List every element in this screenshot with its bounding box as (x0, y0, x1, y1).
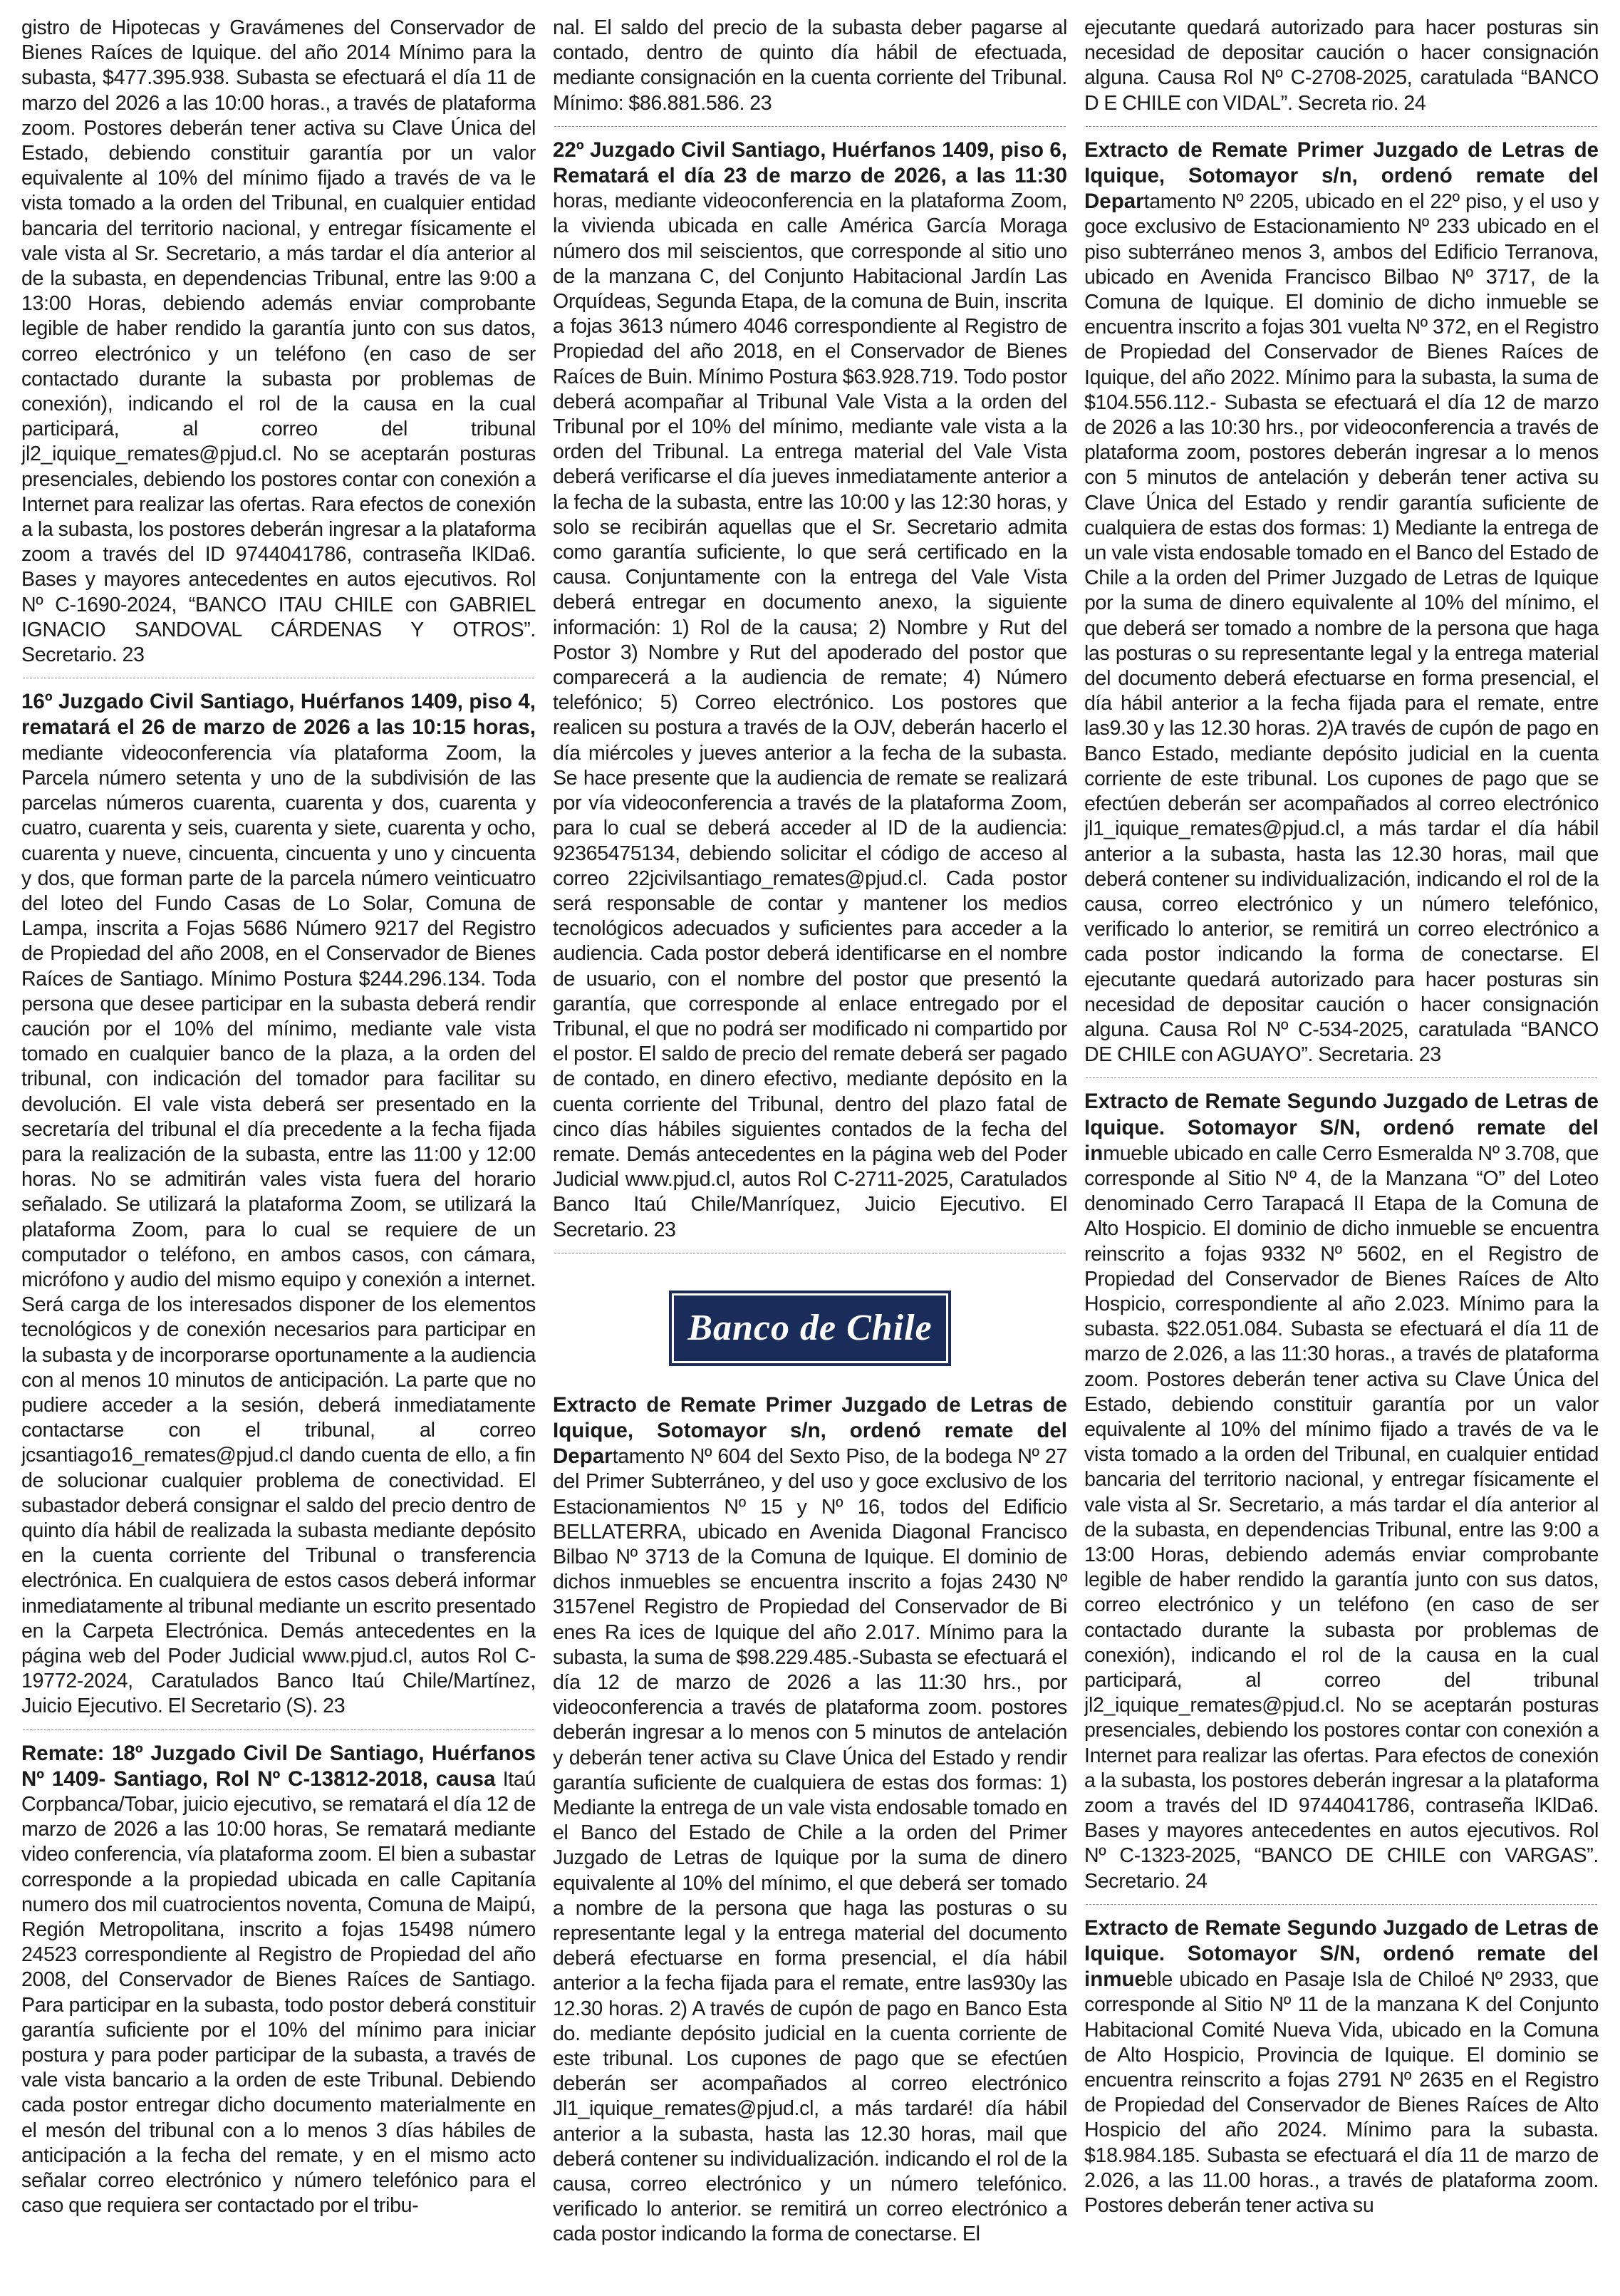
notice: nal. El saldo del precio de la subasta deber pagarse al contado, dentro de quinto día hábil de efectuada, mediante consignación en la cuenta corriente del Tribunal. Mínimo: $86.881.586. 23 (553, 16, 1067, 115)
notice-heading: Extracto de Remate Segundo Juzgado de Letras de Iquique. Sotomayor S/N, ordenó remate del inmue (1084, 1915, 1599, 1992)
notice-heading: 22º Juzgado Civil Santiago, Huérfanos 1409, piso 6, Rematará el día 23 de marzo de 2026, a las 11:30 (553, 138, 1067, 188)
column-3 (1084, 16, 1599, 2289)
notice: Extracto de Remate Primer Juzgado de Letras de Iquique, Sotomayor s/n, ordenó remate del Departamento Nº 2205, ubicado en el 22º piso, y el uso y goce exclusivo de Estacionamiento Nº 233 ubicado en el piso subterráneo menos 3, ambos del Edificio Terranova, ubicado en Avenida Francisco Bilbao Nº 3717, de la Comuna de Iquique. El dominio de dicho inmueble se encuentra inscrito a fojas 301 vuelta Nº 372, en el Registro de Propiedad del Conservador de Bienes Raíces de Iquique, del año 2022. Mínimo para la subasta, la suma de $104.556.112.- Subasta se efectuará el día 12 de marzo de 2026 a las 10:30 hrs., por videoconferencia a través de plataforma zoom, postores deberán ingresar a lo menos con 5 minutos de antelación y deberán tener activa su Clave Única del Estado y rendir garantía suficiente de cualquiera de estas dos formas: 1) Mediante la entrega de un vale vista endosable tomado en el Banco del Estado de Chile a la orden del Primer Juzgado de Letras de Iquique por la suma de dinero equivalente al 10% del mínimo, el que deberá ser tomado a nombre de la persona que haga las posturas o su representante legal y la entrega material del documento deberá efectuarse en forma presencial, el día hábil anterior a la fecha fijada para el remate, entre las9.30 y las 12.30 horas. 2)A través de cupón de pago en Banco Estado, mediante depósito judicial en la cuenta corriente de este tribunal. Los cupones de pago que se efectúen deberán ser acompañados al correo electrónico jl1_iquique_remates@pjud.cl, a más tardar el día hábil anterior a la subasta, hasta las 12.30 horas, mail que deberá contener su individualización, indicando el rol de la causa, correo electrónico y un número telefónico, verificado lo anterior, se remitirá un correo electrónico a cada postor indicando la forma de conectarse. El ejecutante quedará autorizado para hacer posturas sin necesidad de depositar caución o hacer consignación alguna. Causa Rol Nº C-534-2025, caratulada “BANCO DE CHILE con AGUAYO”. Secretaria. 23 (1084, 138, 1599, 1067)
notice: Extracto de Remate Segundo Juzgado de Letras de Iquique. Sotomayor S/N, ordenó remate del inmueble ubicado en Pasaje Isla de Chiloé Nº 2933, que corresponde al Sitio Nº 11 de la manzana K del Conjunto Habitacional Comité Nueva Vida, ubicado en la Comuna de Alto Hospicio, Provincia de Iquique. El dominio se encuentra reinscrito a fojas 2791 Nº 2635 en el Registro de Propiedad del Conservador de Bienes Raíces de Alto Hospicio del año 2024. Mínimo para la subasta. $18.984.185. Subasta se efectuará el día 11 de marzo de 2.026, a las 11.00 horas., a través de plataforma zoom. Postores deberán tener activa su (1084, 1915, 1599, 2218)
column-1 (21, 16, 536, 2289)
notice: gistro de Hipotecas y Gravámenes del Conservador de Bienes Raíces de Iquique. del año 2014 Mínimo para la subasta, $477.395.938. Subasta se efectuará el día 11 de marzo del 2026 a las 10:00 horas., a través de plataforma zoom. Postores deberán tener activa su Clave Única del Estado, debiendo constituir garantía por un valor equivalente al 10% del mínimo fijado a través de va le vista tomado a la orden del Tribunal, en cualquier entidad bancaria del territorio nacional, y entregar físicamente el vale vista al Sr. Secretario, a más tardar el día anterior al de la subasta, en dependencias Tribunal, entre las 9:00 a 13:00 Horas, debiendo además enviar comprobante legible de haber rendido la garantía junto con sus datos, correo electrónico y un teléfono (en caso de ser contactado durante la subasta por problemas de conexión), indicando el rol de la causa en la cual participará, al correo del tribunal jl2_iquique_remates@pjud.cl. No se aceptarán posturas presenciales, debiendo los postores contar con conexión a Internet para realizar las ofertas. Rara efectos de conexión a la subasta, los postores deberán ingresar a la plataforma zoom a través del ID 9744041786, contraseña lKlDa6. Bases y mayores antecedentes en autos ejecutivos. Rol Nº C-1690-2024, “BANCO ITAU CHILE con GABRIEL IGNACIO SANDOVAL CÁRDENAS Y OTROS”. Secretario. 23 (21, 16, 536, 667)
notice-heading: Extracto de Remate Primer Juzgado de Letras de Iquique, Sotomayor s/n, ordenó remate del Depar (1084, 138, 1599, 214)
separator (21, 668, 536, 689)
notice: 16º Juzgado Civil Santiago, Huérfanos 1409, piso 4, rematará el 26 de marzo de 2026 a las 10:15 horas, mediante videoconferencia vía plataforma Zoom, la Parcela número setenta y uno de la subdivisión de las parcelas números cuarenta, cuarenta y dos, cuarenta y cuatro, cuarenta y seis, cuarenta y siete, cuarenta y ocho, cuarenta y nueve, cincuenta, cincuenta y uno y cincuenta y dos, que forman parte de la parcela número veinticuatro del loteo del Fundo Casas de Lo Solar, Comuna de Lampa, inscrita a Fojas 5686 Número 9217 del Registro de Propiedad del año 2008, en el Conservador de Bienes Raíces de Santiago. Mínimo Postura $244.296.134. Toda persona que desee participar en la subasta deberá rendir caución por el 10% del mínimo, mediante vale vista tomado en cualquier banco de la plaza, a la orden del tribunal, con indicación del tomador para facilitar su devolución. El vale vista deberá ser presentado en la secretaría del tribunal el día precedente a la fecha fijada para la realización de la subasta, entre las 11:00 y 12:00 horas. No se admitirán vales vista fuera del horario señalado. Se utilizará la plataforma Zoom, se utilizará la plataforma Zoom, para lo cual se requiere de un computador o teléfono, en ambos casos, con cámara, micrófono y audio del mismo equipo y conexión a internet. Será carga de los interesados disponer de los elementos tecnológicos y de conexión necesarios para participar en la subasta y de incorporarse oportunamente a la audiencia con al menos 10 minutos de anticipación. La parte que no pudiere acceder a la sesión, deberá inmediatamente contactarse con el tribunal, al correo jcsantiago16_remates@pjud.cl dando cuenta de ello, a fin de solucionar cualquier problema de conectividad. El subastador deberá consignar el saldo del precio dentro de quinto día hábil de realizada la subasta mediante depósito en la cuenta corriente del Tribunal o transferencia electrónica. En cualquiera de estos casos deberá informar inmediatamente al tribunal mediante un escrito presentado en la Carpeta Electrónica. Demás antecedentes en la página web del Poder Judicial www.pjud.cl, autos Rol C-19772-2024, Caratulados Banco Itaú Chile/Martínez, Juicio Ejecutivo. El Secretario (S). 23 (21, 690, 536, 1718)
separator (1084, 116, 1599, 138)
notice-heading: Remate: 18º Juzgado Civil De Santiago, Huérfanos Nº 1409- Santiago, Rol Nº C-13812-2018, causa (21, 1741, 536, 1791)
notice: 22º Juzgado Civil Santiago, Huérfanos 1409, piso 6, Rematará el día 23 de marzo de 2026, a las 11:30 horas, mediante videoconferencia en la plataforma Zoom, la vivienda ubicada en calle América García Moraga número dos mil seiscientos, que corresponde al sitio uno de la manzana C, del Conjunto Habitacional Jardín Las Orquídeas, Segunda Etapa, de la comuna de Buin, inscrita a fojas 3613 número 4046 correspondiente al Registro de Propiedad del año 2018, en el Conservador de Bienes Raíces de Buin. Mínimo Postura $63.928.719. Todo postor deberá acompañar al Tribunal Vale Vista a la orden del Tribunal por el 10% del mínimo, mediante vale vista a la orden del Tribunal. La entrega material del Vale Vista deberá verificarse el día jueves inmediatamente anterior a la fecha de la subasta, entre las 10:00 y las 12:30 horas, y solo se recibirán aquellas que el Sr. Secretario admita como garantía suficiente, lo que será certificado en la causa. Conjuntamente con la entrega del Vale Vista deberá entregar en documento anexo, la siguiente información: 1) Rol de la causa; 2) Nombre y Rut del Postor 3) Nombre y Rut del apoderado del postor que comparecerá a la audiencia de remate; 4) Número telefónico; 5) Correo electrónico. Los postores que realicen su postura a través de la OJV, deberán hacerlo el día miércoles y jueves anterior a la fecha de la subasta. Se hace presente que la audiencia de remate se realizará por vía videoconferencia a través de la plataforma Zoom, para lo cual se deberá acceder al ID de la audiencia: 92365475134, debiendo solicitar el código de acceso al correo 22jcivilsantiago_remates@pjud.cl. Cada postor será responsable de contar y mantener los medios tecnológicos adecuados y suficientes para acceder a la audiencia. Cada postor deberá identificarse en el nombre de usuario, con el nombre del postor que presentó la garantía, que corresponde al enlace entregado por el Tribunal, el que no podrá ser modificado ni compartido por el postor. El saldo de precio del remate deberá ser pagado de contado, en dinero efectivo, mediante depósito en la cuenta corriente del Tribunal, dentro del plazo fatal de cinco días hábiles siguientes contados de la fecha del remate. Demás antecedentes en la página web del Poder Judicial www.pjud.cl, autos Rol C-2711-2025, Caratulados Banco Itaú Chile/Manríquez, Juicio Ejecutivo. El Secretario. 23 (553, 138, 1067, 1241)
separator (21, 1720, 536, 1741)
notice: Extracto de Remate Segundo Juzgado de Letras de Iquique. Sotomayor S/N, ordenó remate del inmueble ubicado en calle Cerro Esmeralda Nº 3.708, que corresponde al Sitio Nº 4, de la Manzana “O” del Loteo denominado Cerro Tarapacá II Etapa de la Comuna de Alto Hospicio. El dominio de dicho inmueble se encuentra reinscrito a fojas 9332 Nº 5602, en el Registro de Propiedad del Conservador de Bienes Raíces de Alto Hospicio, correspondiente al año 2.023. Mínimo para la subasta. $22.051.084. Subasta se efectuará el día 11 de marzo de 2.026, a las 11:30 horas., a través de plataforma zoom. Postores deberán tener activa su Clave Única del Estado, debiendo constituir garantía por un valor equivalente al 10% del mínimo fijado a través de va le vista tomado a la orden del Tribunal, en cualquier entidad bancaria del territorio nacional, y entregar físicamente el vale vista al Sr. Secretario, a más tardar el día anterior al de la subasta, en dependencias Tribunal, entre las 9:00 a 13:00 Horas, debiendo además enviar comprobante legible de haber rendido la garantía junto con sus datos, correo electrónico y un teléfono (en caso de ser contactado durante la subasta por problemas de conexión), indicando el rol de la causa en la cual participará, al correo del tribunal jl2_iquique_remates@pjud.cl. No se aceptarán posturas presenciales, debiendo los postores contar con conexión a Internet para realizar las ofertas. Para efectos de conexión a la subasta, los postores deberán ingresar a la plataforma zoom a través del ID 9744041786, contraseña lKlDa6. Bases y mayores antecedentes en autos ejecutivos. Rol Nº C-1323-2025, “BANCO DE CHILE con VARGAS”. Secretario. 24 (1084, 1090, 1599, 1893)
separator (553, 1243, 1067, 1264)
separator (1084, 1067, 1599, 1089)
notice: Extracto de Remate Primer Juzgado de Letras de Iquique, Sotomayor s/n, ordenó remate del Departamento Nº 604 del Sexto Piso, de la bodega Nº 27 del Primer Subterráneo, y del uso y goce exclusivo de los Estacionamientos Nº 15 y Nº 16, todos del Edificio BELLATERRA, ubicado en Avenida Diagonal Francisco Bilbao Nº 3713 de la Comuna de Iquique. El dominio de dichos inmuebles se encuentra inscrito a fojas 2430 Nº 3157enel Registro de Propiedad del Conservador de Bi enes Ra ices de Iquique del año 2.017. Mínimo para la subasta, la suma de $98.229.485.-Subasta se efectuará el día 12 de marzo de 2026 a las 11:30 hrs., por videoconferencia a través de plataforma zoom. postores deberán ingresar a lo menos con 5 minutos de antelación y deberán tener activa su Clave Única del Estado y rendir garantía suficiente de cualquiera de estas dos formas: 1) Mediante la entrega de un vale vista endosable tomado en el Banco del Estado de Chile a la orden del Primer Juzgado de Letras de Iquique por la suma de dinero equivalente al 10% del mínimo, el que deberá ser tomado a nombre de la persona que haga las posturas o su representante legal y la entrega material del documento deberá efectuarse en forma presencial, el día hábil anterior a la fecha fijada para el remate, entre las930y las 12.30 horas. 2) A través de cupón de pago en Banco Esta do. mediante depósito judicial en la cuenta corriente de este tribunal. Los cupones de pago que se efectúen deberán ser acompañados al correo electrónico Jl1_iquique_remates@pjud.cl, a más tardaré! día hábil anterior a la subasta, hasta las 12.30 horas, mail que deberá contener su individualización. indicando el rol de la causa, correo electrónico y un número telefónico. verificado lo anterior. se remitirá un correo electrónico a cada postor indicando la forma de conectarse. El (553, 1392, 1067, 2246)
advertiser-logo-area (553, 1264, 1067, 1392)
separator (1084, 1894, 1599, 1915)
notice-heading: 16º Juzgado Civil Santiago, Huérfanos 1409, piso 4, rematará el 26 de marzo de 2026 a las 10:15 horas, (21, 690, 536, 740)
logo-text: Banco de Chile (687, 1308, 933, 1349)
notice: ejecutante quedará autorizado para hacer posturas sin necesidad de depositar caución o hacer consignación alguna. Causa Rol Nº C-2708-2025, caratulada “BANCO D E CHILE con VIDAL”. Secreta rio. 24 (1084, 16, 1599, 115)
notice: Remate: 18º Juzgado Civil De Santiago, Huérfanos Nº 1409- Santiago, Rol Nº C-13812-2018, causa Itaú Corpbanca/Tobar, juicio ejecutivo, se rematará el día 12 de marzo de 2026 a las 10:00 horas, Se rematará mediante video conferencia, vía plataforma zoom. El bien a subastar corresponde a la propiedad ubicada en calle Capitanía numero dos mil cuatrocientos noventa, Comuna de Maipú, Región Metropolitana, inscrito a fojas 15498 número 24523 correspondiente al Registro de Propiedad del año 2008, del Conservador de Bienes Raíces de Santiago. Para participar en la subasta, todo postor deberá constituir garantía suficiente por el 10% del mínimo para iniciar postura y para poder participar de la subasta, a través de vale vista bancario a la orden de este Tribunal. Debiendo cada postor entregar dicho documento materialmente en el mesón del tribunal con a lo menos 3 días hábiles de anticipación a la fecha del remate, y en el mismo acto señalar correo electrónico y número telefónico para el caso que requiera ser contactado por el tribu- (21, 1741, 536, 2218)
banco-de-chile-logo (669, 1291, 951, 1366)
column-2 (553, 16, 1067, 2289)
notice-heading: Extracto de Remate Segundo Juzgado de Letras de Iquique. Sotomayor S/N, ordenó remate del in (1084, 1090, 1599, 1165)
notice-heading: Extracto de Remate Primer Juzgado de Letras de Iquique, Sotomayor s/n, ordenó remate del Depar (553, 1392, 1067, 1469)
separator (553, 116, 1067, 138)
